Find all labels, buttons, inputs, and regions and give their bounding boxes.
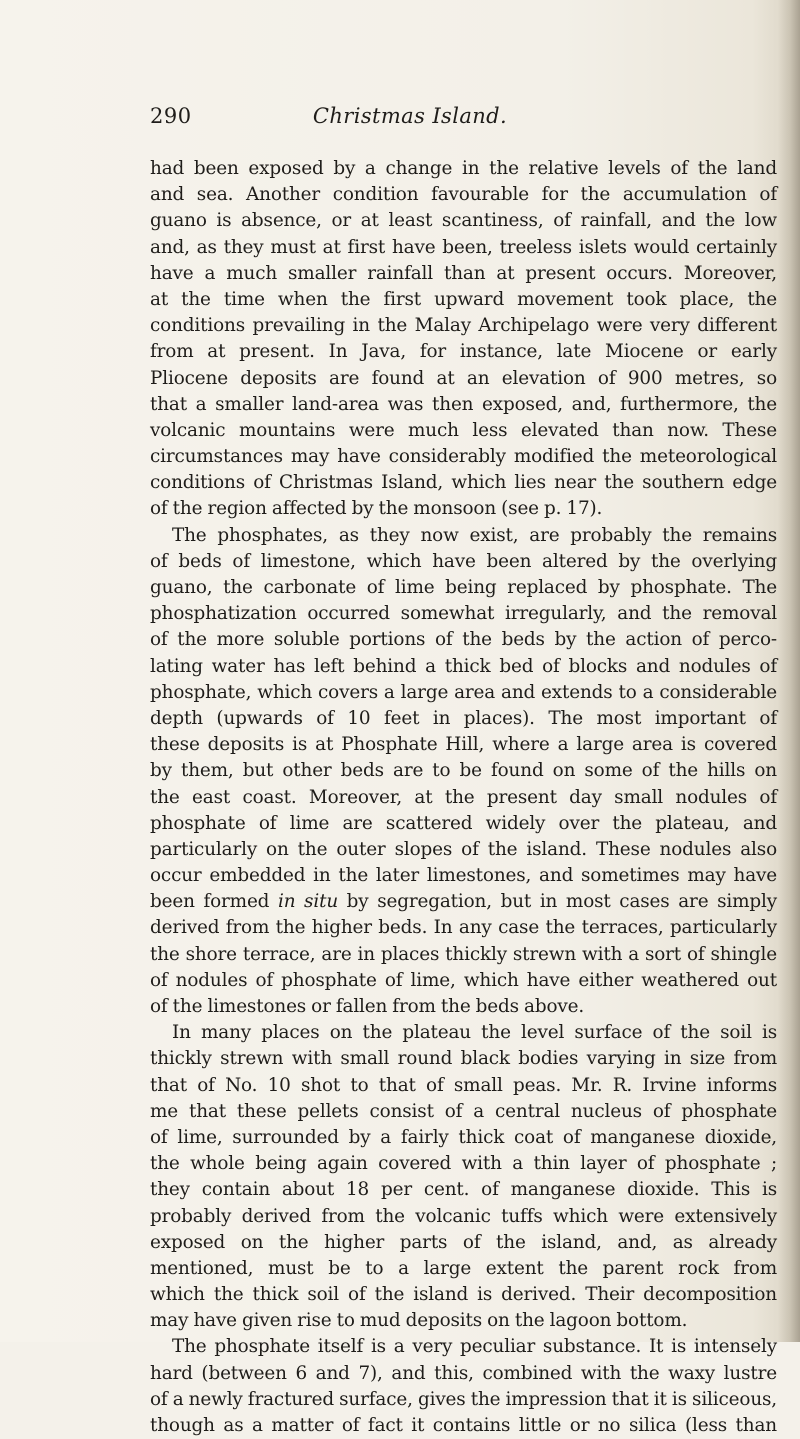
text-line: the east coast. Moreover, at the present day small nodules of — [150, 786, 777, 808]
page-edge-shadow — [778, 0, 800, 1342]
text-line: and sea. Another condition favourable for the accumulation of — [150, 184, 777, 206]
text-line: Pliocene deposits are found at an elevation of 900 metres, so — [150, 367, 777, 389]
text-line: In many places on the plateau the level surface of the soil is — [172, 1022, 777, 1044]
text-line: thickly strewn with small round black bodies varying in size from — [150, 1048, 777, 1070]
text-line: which the thick soil of the island is derived. Their decomposition — [150, 1284, 777, 1306]
text-line: volcanic mountains were much less elevated than now. These — [150, 419, 777, 441]
text-line: that a smaller land-area was then exposed, and, furthermore, the — [150, 393, 777, 415]
text-line: of beds of limestone, which have been altered by the overlying — [150, 550, 777, 572]
text-line: conditions prevailing in the Malay Archipelago were very different — [150, 315, 777, 337]
text-line: may have given rise to mud deposits on the lagoon bottom. — [150, 1310, 688, 1332]
text-line: been formed in situ by segregation, but in most cases are simply — [150, 891, 777, 913]
text-line: phosphate of lime are scattered widely over the plateau, and — [150, 812, 777, 834]
text-line: lating water has left behind a thick bed of blocks and nodules of — [150, 655, 777, 677]
text-line: of lime, surrounded by a fairly thick coat of manganese dioxide, — [150, 1126, 777, 1148]
text-line: me that these pellets consist of a central nucleus of phosphate — [150, 1100, 777, 1122]
text-line: circumstances may have considerably modified the meteorological — [150, 446, 777, 468]
text-line: have a much smaller rainfall than at present occurs. Moreover, — [150, 262, 777, 284]
text-line: occur embedded in the later limestones, and sometimes may have — [150, 865, 777, 887]
text-line: had been exposed by a change in the relative levels of the land — [150, 158, 777, 179]
text-line: exposed on the higher parts of the island, and, as already — [150, 1231, 777, 1253]
text-line: guano, the carbonate of lime being replaced by phosphate. The — [150, 577, 777, 598]
italic-phrase: in situ — [277, 891, 339, 913]
text-line: by them, but other beds are to be found on some of the hills on — [150, 760, 777, 782]
text-line: these deposits is at Phosphate Hill, where a large area is covered — [150, 734, 777, 756]
text-line: phosphatization occurred somewhat irregularly, and the removal — [150, 603, 777, 625]
text-line: phosphate, which covers a large area and extends to a considerable — [150, 681, 777, 703]
text-line: The phosphates, as they now exist, are probably the remains — [172, 524, 777, 546]
text-line: hard (between 6 and 7), and this, combined with the waxy lustre — [150, 1362, 777, 1384]
text-line: the shore terrace, are in places thickly strewn with a sort of shingle — [150, 943, 777, 965]
text-line: depth (upwards of 10 feet in places). The most important of — [150, 707, 777, 729]
text-line: of nodules of phosphate of lime, which have either weathered out — [150, 969, 777, 991]
text-line: from at present. In Java, for instance, late Miocene or early — [150, 341, 777, 363]
text-line: guano is absence, or at least scantiness, of rainfall, and the low — [150, 210, 777, 232]
text-line: of a newly fractured surface, gives the impression that it is siliceous, — [150, 1388, 777, 1410]
text-line: at the time when the first upward movement took place, the — [150, 288, 777, 310]
text-line: they contain about 18 per cent. of manganese dioxide. This is — [150, 1179, 777, 1201]
text-line: and, as they must at first have been, treeless islets would certainly — [150, 236, 777, 258]
text-line: of the limestones or fallen from the beds above. — [150, 996, 585, 1017]
text-line: derived from the higher beds. In any case the terraces, particularly — [150, 917, 777, 939]
text-line: The phosphate itself is a very peculiar substance. It is intensely — [172, 1336, 777, 1358]
page-number: 290 — [150, 104, 192, 128]
running-title: Christmas Island. — [312, 104, 508, 128]
body-text — [150, 156, 777, 1439]
text-line: of the more soluble portions of the beds by the action of perco- — [150, 629, 777, 651]
running-head — [150, 104, 670, 134]
text-line: particularly on the outer slopes of the island. These nodules also — [150, 838, 777, 860]
text-line: probably derived from the volcanic tuffs which were extensively — [150, 1205, 777, 1227]
text-line: the whole being again covered with a thin layer of phosphate ; — [150, 1153, 777, 1175]
text-line: of the region affected by the monsoon (see p. 17). — [150, 498, 603, 520]
text-line: mentioned, must be to a large extent the parent rock from — [150, 1257, 777, 1279]
text-line: that of No. 10 shot to that of small peas. Mr. R. Irvine informs — [150, 1074, 777, 1096]
text-line: though as a matter of fact it contains little or no silica (less than — [150, 1415, 777, 1436]
text-line: conditions of Christmas Island, which lies near the southern edge — [150, 472, 777, 494]
